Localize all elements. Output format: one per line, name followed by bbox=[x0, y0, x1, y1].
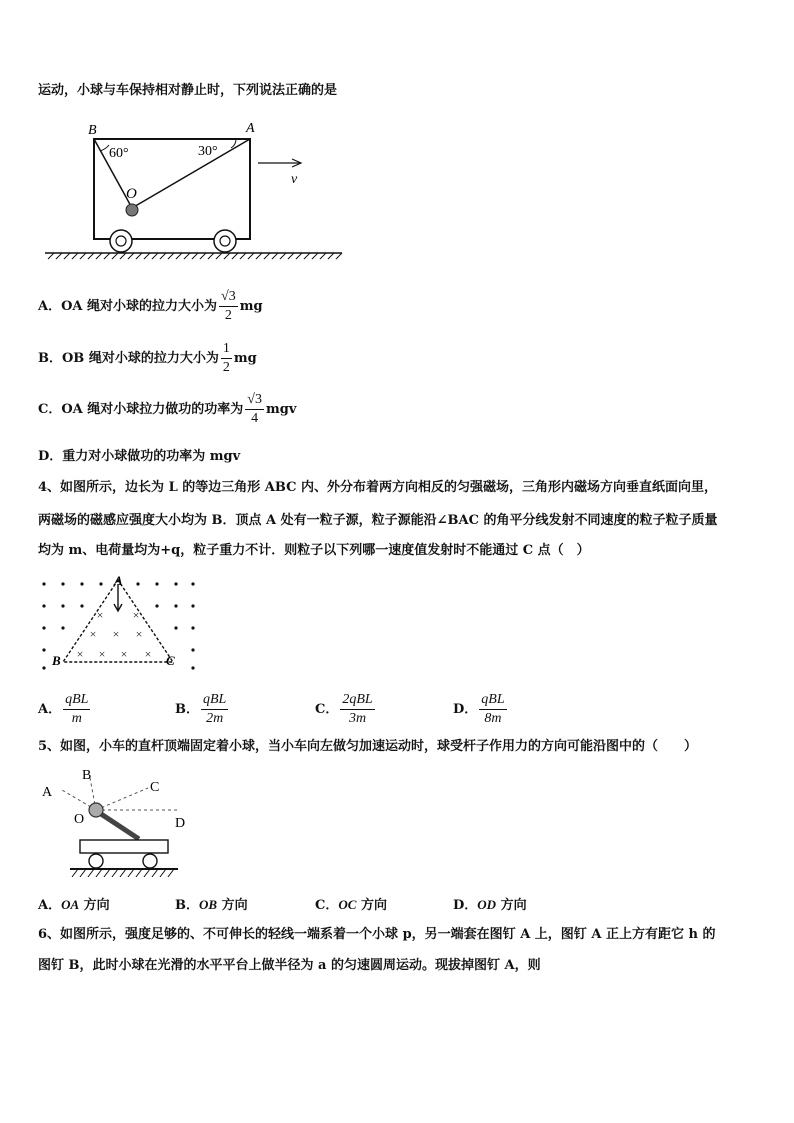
ground-hatch bbox=[48, 253, 342, 259]
svg-text:×: × bbox=[132, 608, 140, 622]
q5-rod-cart-svg bbox=[38, 766, 198, 886]
wheel-left bbox=[110, 230, 132, 252]
q4-option-a: A． $\frac{\text{qBL}}{m}$ bbox=[38, 692, 89, 726]
svg-text:×: × bbox=[89, 627, 97, 641]
label-c: C bbox=[166, 653, 175, 668]
q5-option-d: D．OD 方向 bbox=[453, 897, 527, 913]
q3-intro-tail: 运动，小球与车保持相对静止时，下列说法正确的是 bbox=[38, 83, 338, 98]
label-b: B bbox=[88, 123, 97, 138]
angle-60: 60° bbox=[109, 146, 129, 161]
q5-option-c: C．OC 方向 bbox=[315, 897, 387, 913]
rod bbox=[98, 812, 139, 839]
svg-text:×: × bbox=[144, 647, 152, 661]
q3-option-d: D．重力对小球做功的功率为 mgv bbox=[38, 449, 241, 464]
label-b: B bbox=[82, 768, 92, 783]
label-o: O bbox=[126, 186, 137, 202]
svg-text:×: × bbox=[112, 627, 120, 641]
svg-text:×: × bbox=[76, 647, 84, 661]
q5-option-b: B．OB 方向 bbox=[175, 897, 248, 913]
q4-field-diagram bbox=[38, 574, 198, 674]
q4-line-2: 两磁场的磁感应强度大小均为 B．顶点 A 处有一粒子源，粒子源能沿∠BAC 的角平分线发射不同速度的粒子粒子质量 bbox=[38, 513, 718, 528]
q3-option-a: A．OA 绳对小球的拉力大小为 $\frac{√3}{2}$ mg bbox=[38, 289, 263, 323]
q5-rod-cart-diagram bbox=[38, 766, 198, 886]
label-a: A bbox=[114, 574, 123, 588]
wheel-left bbox=[89, 854, 103, 868]
q4-line-1: 4、如图所示，边长为 L 的等边三角形 ABC 内、外分布着两方向相反的匀强磁场，三角形内磁场方向垂直纸面向里， bbox=[38, 480, 717, 495]
svg-text:×: × bbox=[135, 627, 143, 641]
label-d: D bbox=[175, 816, 186, 831]
ball bbox=[126, 204, 138, 216]
inside-field-crosses bbox=[77, 608, 152, 661]
q3-option-c: C．OA 绳对小球拉力做功的功率为 $\frac{√3}{4}$ mgv bbox=[38, 392, 297, 426]
q3-cart-diagram bbox=[40, 115, 360, 265]
dir-oc bbox=[96, 788, 148, 810]
q4-option-c: C． $\frac{\text{2qBL}}{3m}$ bbox=[315, 692, 373, 726]
q5-stem: 5、如图，小车的直杆顶端固定着小球，当小车向左做匀加速运动时，球受杆子作用力的方向可能沿图中的（ ） bbox=[38, 739, 698, 754]
label-o: O bbox=[74, 812, 85, 827]
q4-option-d: D． $\frac{\text{qBL}}{8m}$ bbox=[453, 692, 505, 726]
q3-cart-svg bbox=[40, 115, 360, 265]
wheel-right bbox=[143, 854, 157, 868]
angle-arc-b bbox=[100, 145, 109, 151]
angle-30: 30° bbox=[198, 144, 218, 159]
q6-line-1: 6、如图所示，强度足够的、不可伸长的轻线一端系着一个小球 p，另一端套在图钉 A 上，图钉 A 正上方有距它 h 的 bbox=[38, 927, 716, 942]
angle-arc-a bbox=[231, 139, 236, 148]
q5-option-a: A．OA 方向 bbox=[38, 897, 110, 913]
q4-option-b: B． $\frac{\text{qBL}}{2m}$ bbox=[175, 692, 227, 726]
ground-hatch bbox=[72, 869, 174, 877]
wheel-right bbox=[214, 230, 236, 252]
rope-oa bbox=[132, 139, 250, 208]
svg-text:×: × bbox=[98, 647, 106, 661]
q6-line-2: 图钉 B，此时小球在光滑的水平平台上做半径为 a 的匀速圆周运动。现拔掉图钉 A，则 bbox=[38, 958, 541, 973]
label-a: A bbox=[246, 121, 255, 136]
label-v: v bbox=[291, 172, 298, 187]
label-a: A bbox=[42, 785, 53, 800]
label-c: C bbox=[150, 780, 160, 795]
q4-line-3: 均为 m、电荷量均为+q，粒子重力不计．则粒子以下列哪一速度值发射时不能通过 C 点（ ） bbox=[38, 543, 590, 558]
svg-text:×: × bbox=[96, 608, 104, 622]
q4-field-svg bbox=[38, 574, 198, 674]
ball bbox=[89, 803, 103, 817]
cart-body bbox=[80, 840, 168, 853]
label-b: B bbox=[52, 653, 61, 668]
q3-option-b: B．OB 绳对小球的拉力大小为 $\frac{1}{2}$ mg bbox=[38, 341, 257, 375]
svg-text:×: × bbox=[120, 647, 128, 661]
